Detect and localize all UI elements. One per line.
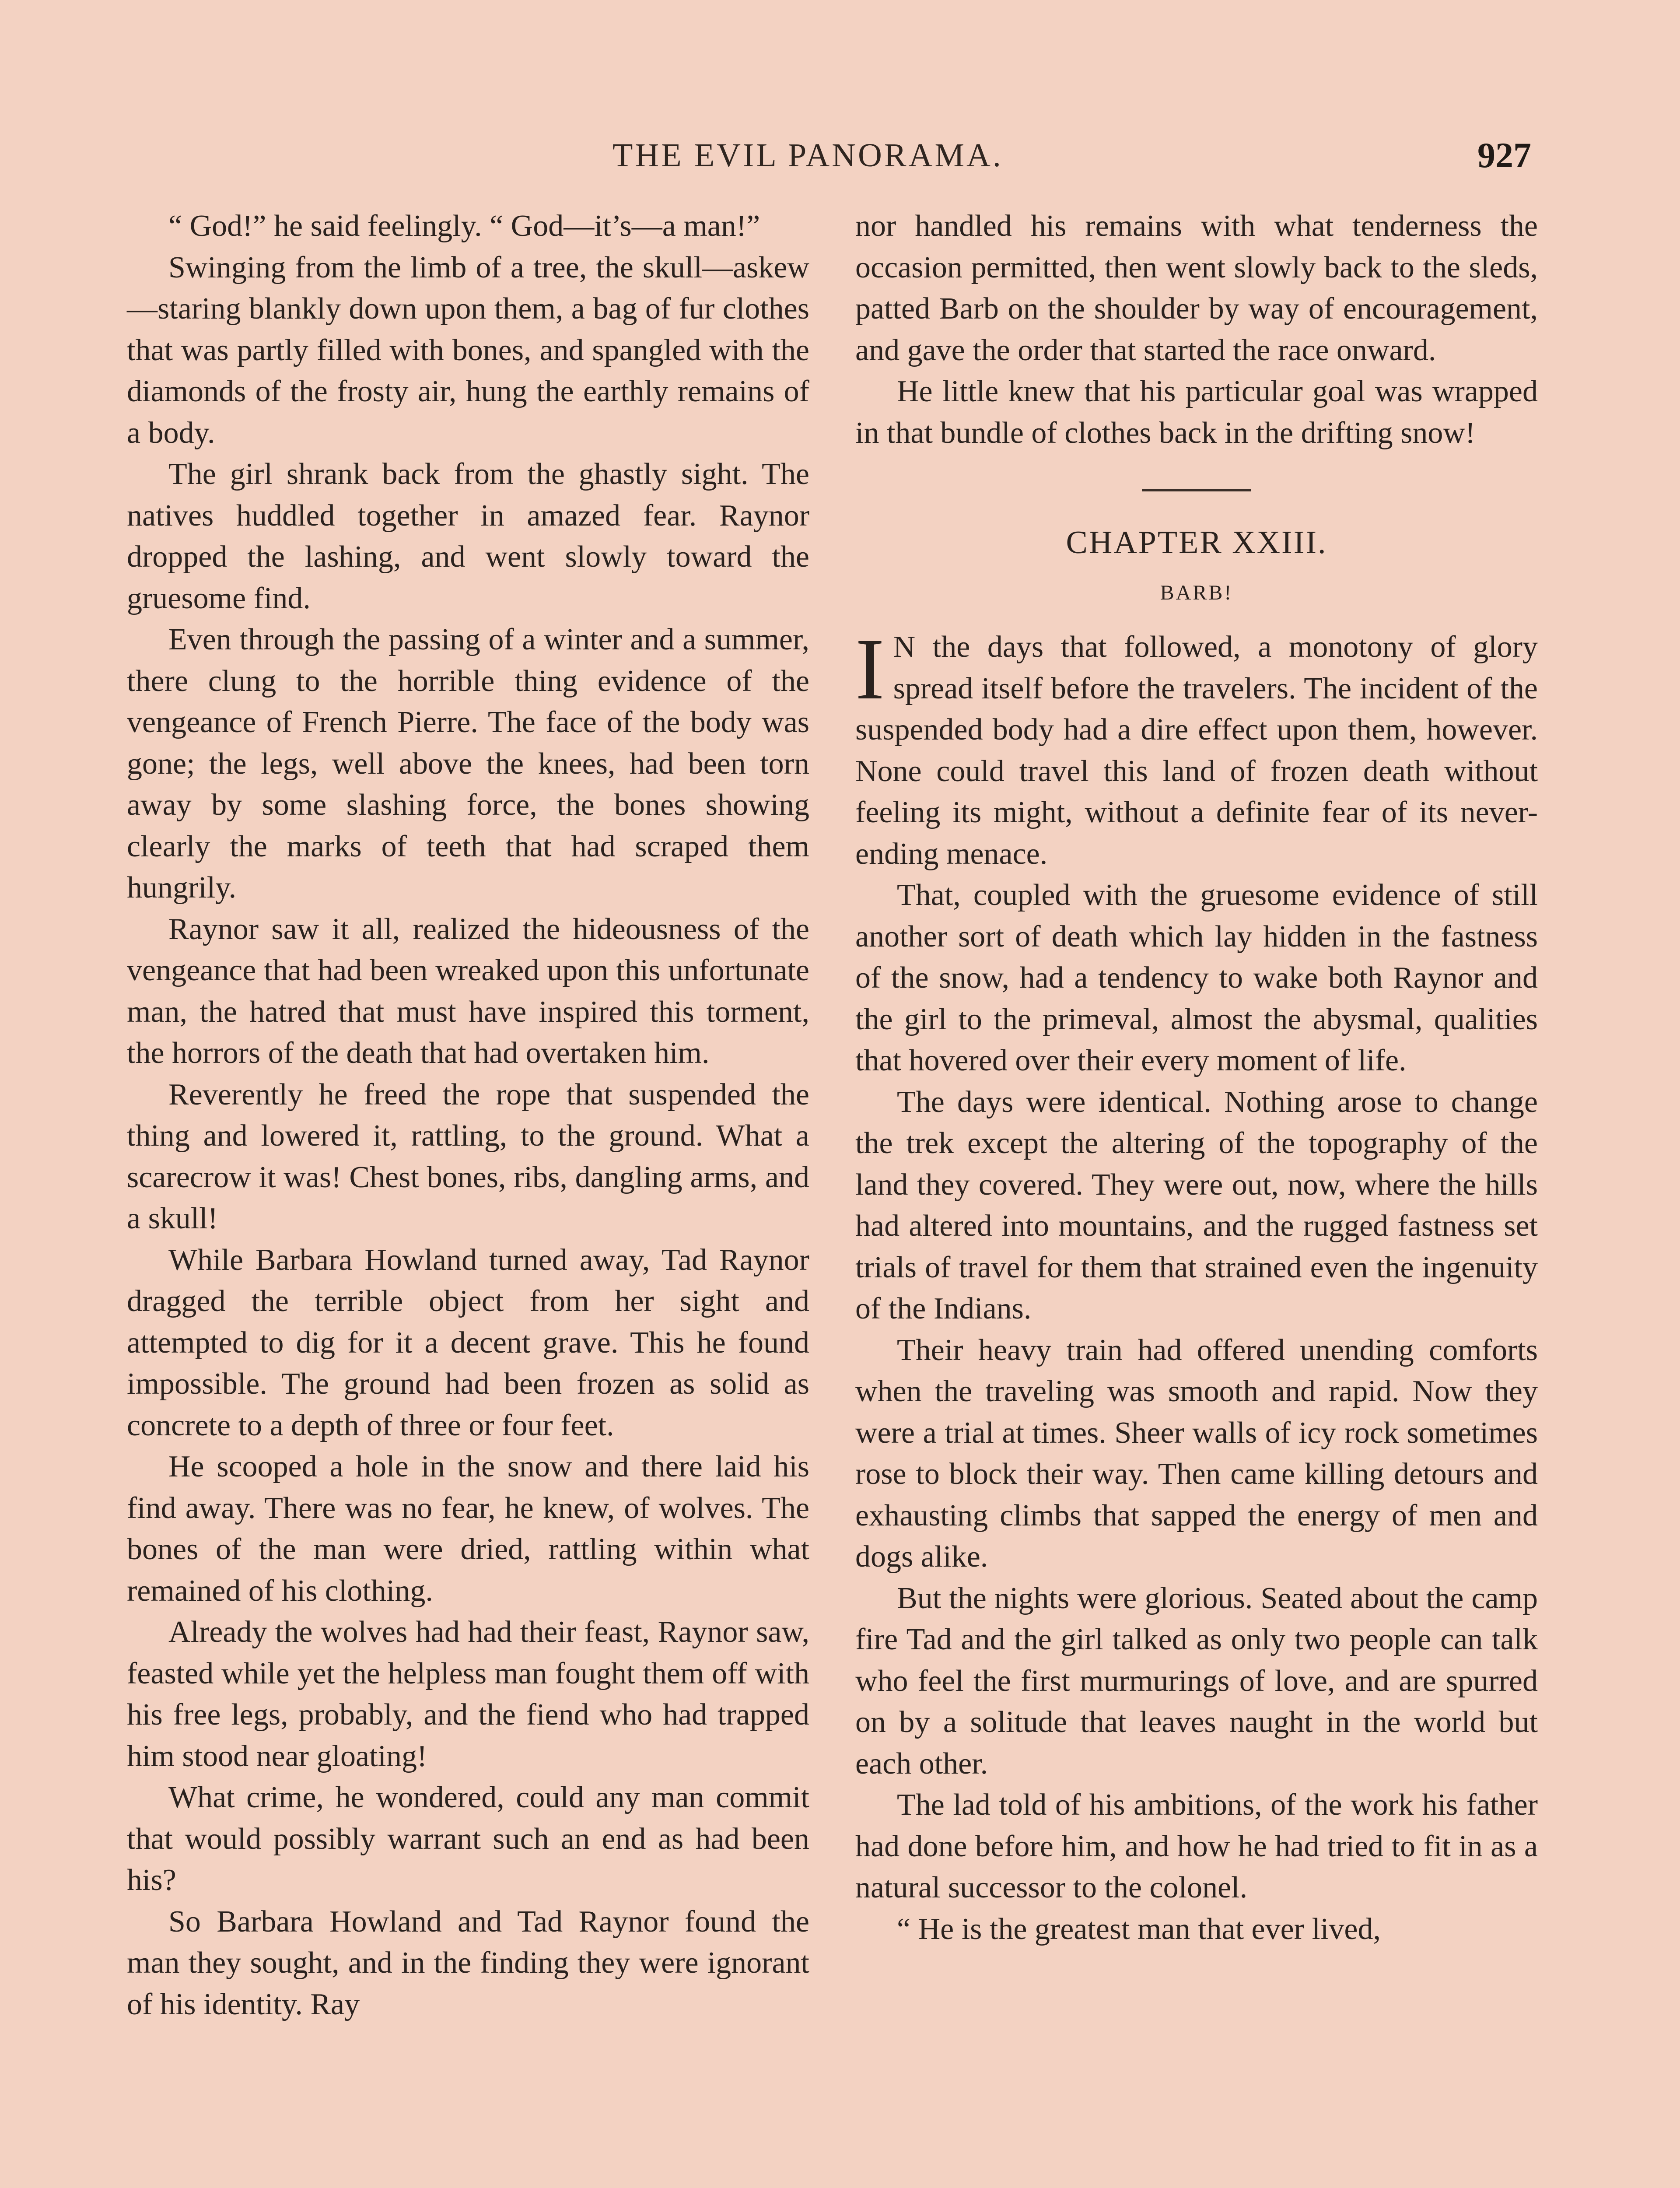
paragraph-continued: nor handled his remains with what tenderness the occasion permitted, then went slowly back to the sleds, patted Barb on the shoulder by way of encouragement, and gave the order that started the race onward. bbox=[855, 209, 1538, 367]
drop-cap: I bbox=[855, 621, 885, 718]
chapter-opening-paragraph bbox=[855, 621, 1538, 875]
paragraph: “ He is the greatest man that ever lived, bbox=[897, 1912, 1381, 1946]
paragraph: He scooped a hole in the snow and there laid his find away. There was no fear, he knew, of wolves. The bones of the man were dried, rattling within what remained of his clothing. bbox=[127, 1450, 809, 1608]
paragraph: Even through the passing of a winter and a summer, there clung to the horrible thing evidence of the vengeance of French Pierre. The face of the body was gone; the legs, well above the knees, had been torn away by some slashing force, the bones showing clearly the marks of teeth that had scraped them hungrily. bbox=[127, 623, 809, 905]
paragraph: Swinging from the limb of a tree, the skull—askew—staring blankly down upon them, a bag of fur clothes that was partly filled with bones, and spangled with the diamonds of the frosty air, hung the earthly remains of a body. bbox=[127, 250, 809, 450]
paragraph: So Barbara Howland and Tad Raynor found the man they sought, and in the finding they were ignorant of his identity. Ray bbox=[127, 1904, 809, 2021]
paragraph: The days were identical. Nothing arose to change the trek except the altering of the topography of the land they covered. They were out, now, where the hills had altered into mountains, and the rugged fastness set trials of travel for them that strained even the ingenuity of the Indians. bbox=[855, 1085, 1538, 1325]
chapter-title: CHAPTER XXIII. bbox=[1066, 525, 1327, 561]
paragraph: Their heavy train had offered unending comforts when the traveling was smooth and rapid. Now they were a trial at times. Sheer walls of icy rock sometimes rose to block their way. Then came killing detours and exhausting climbs that sapped the energy of men and dogs alike. bbox=[855, 1333, 1538, 1574]
paragraph: While Barbara Howland turned away, Tad Raynor dragged the terrible object from her sight and attempted to dig for it a decent grave. This he found impossible. The ground had been frozen as solid as concrete to a depth of three or four feet. bbox=[127, 1243, 809, 1442]
paragraph: He little knew that his particular goal was wrapped in that bundle of clothes back in the drifting snow! bbox=[855, 375, 1538, 450]
running-title: THE EVIL PANORAMA. bbox=[612, 137, 1003, 174]
paragraph: That, coupled with the gruesome evidence of still another sort of death which lay hidden in the fastness of the snow, had a tendency to wake both Raynor and the girl to the primeval, almost the abysmal, qualities that hovered over their every moment of life. bbox=[855, 878, 1538, 1077]
page-header bbox=[612, 131, 1531, 188]
right-column bbox=[855, 206, 1538, 1950]
section-divider bbox=[1142, 489, 1251, 491]
paragraph: But the nights were glorious. Seated about the camp fire Tad and the girl talked as only two people can talk who feel the first murmurings of love, and are spurred on by a solitude that leaves naught in the world but each other. bbox=[855, 1581, 1538, 1781]
paragraph: “ God!” he said feelingly. “ God—it’s—a man!” bbox=[168, 209, 760, 243]
left-column bbox=[127, 206, 809, 2025]
chapter-subtitle: BARB! bbox=[1160, 581, 1233, 604]
paragraph: What crime, he wondered, could any man commit that would possibly warrant such an end as had been his? bbox=[127, 1781, 809, 1897]
paragraph: The lad told of his ambitions, of the work his father had done before him, and how he had tried to fit in as a natural successor to the colonel. bbox=[855, 1788, 1538, 1904]
paragraph: Raynor saw it all, realized the hideousness of the vengeance that had been wreaked upon this unfortunate man, the hatred that must have inspired this torment, the horrors of the death that had overtaken him. bbox=[127, 912, 809, 1070]
page-number: 927 bbox=[1477, 135, 1531, 175]
paragraph: The girl shrank back from the ghastly sight. The natives huddled together in amazed fear. Raynor dropped the lashing, and went slowly toward the gruesome find. bbox=[127, 457, 809, 615]
opening-text: N the days that followed, a monotony of glory spread itself before the travelers. The incident of the suspended body had a dire effect upon them, however. None could travel this land of frozen death without feeling its might, without a definite fear of its never-ending menace. bbox=[855, 630, 1538, 871]
paragraph: Already the wolves had had their feast, Raynor saw, feasted while yet the helpless man fought them off with his free legs, probably, and the fiend who had trapped him stood near gloating! bbox=[127, 1615, 809, 1773]
paragraph: Reverently he freed the rope that suspended the thing and lowered it, rattling, to the ground. What a scarecrow it was! Chest bones, ribs, dangling arms, and a skull! bbox=[127, 1077, 809, 1235]
